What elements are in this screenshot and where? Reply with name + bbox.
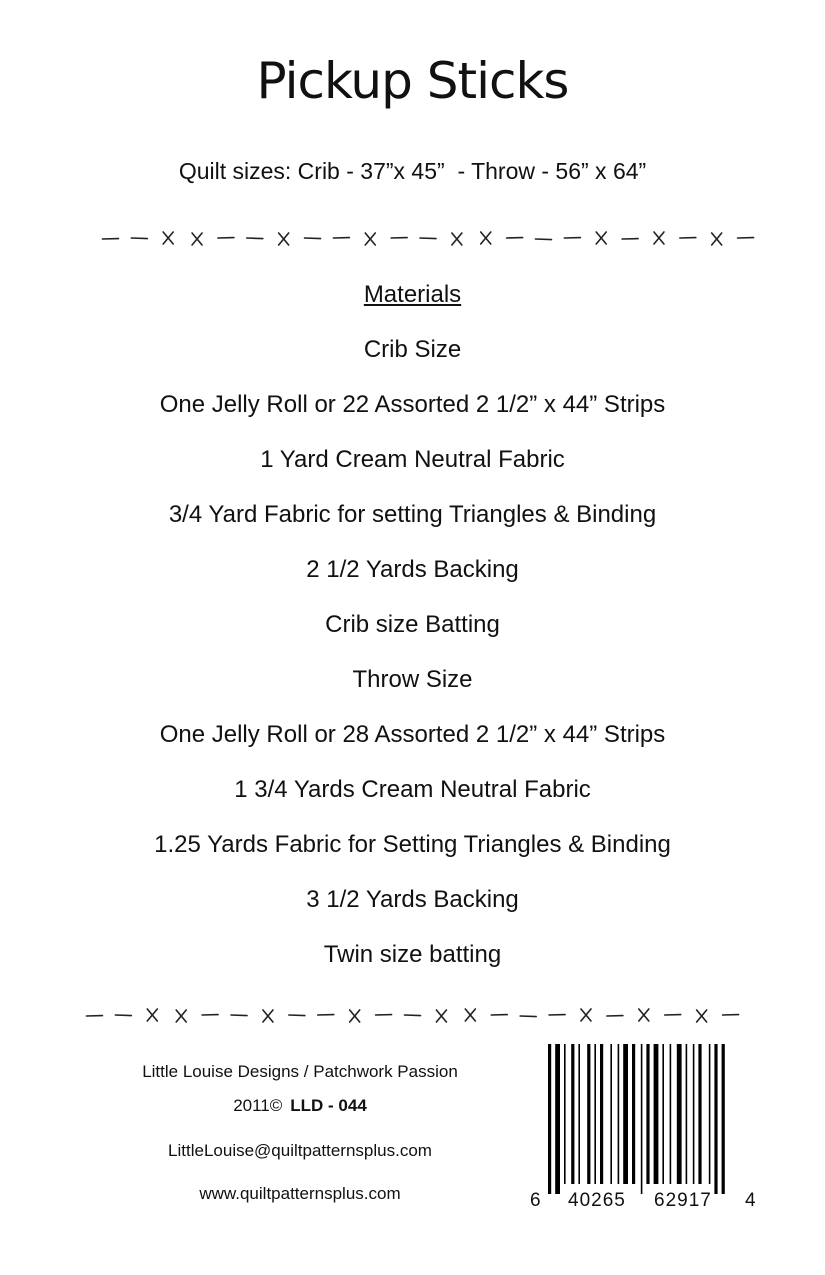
stitch-divider-top-graphic <box>0 226 825 250</box>
stitch-dash <box>289 1015 305 1016</box>
barcode-bar <box>618 1044 620 1184</box>
stitch-divider-bottom <box>0 1003 825 1027</box>
contact-email: LittleLouise@quiltpatternsplus.com <box>168 1141 432 1160</box>
barcode-right-group: 62917 <box>654 1190 712 1211</box>
barcode-bar <box>722 1044 725 1194</box>
barcode-bar <box>623 1044 628 1184</box>
barcode-bar <box>646 1044 649 1184</box>
barcode-last-digit: 4 <box>745 1190 756 1211</box>
stitch-dash <box>520 1016 536 1017</box>
barcode-bar <box>670 1044 672 1184</box>
materials-line: Twin size batting <box>323 941 502 968</box>
barcode-bar <box>662 1044 664 1184</box>
stitch-divider-bottom-graphic <box>0 1003 825 1027</box>
stitch-dash <box>305 238 321 239</box>
materials-line: Crib size Batting <box>325 611 500 638</box>
pattern-code: LLD - 044 <box>290 1096 367 1115</box>
pattern-title: Pickup Sticks <box>256 52 569 110</box>
barcode-bar <box>686 1044 688 1184</box>
copyright-year: 2011© <box>233 1096 283 1115</box>
materials-heading: Materials <box>363 281 462 308</box>
barcode-bar <box>698 1044 701 1184</box>
materials-line: 3/4 Yard Fabric for setting Triangles & Binding <box>168 501 657 528</box>
stitch-dash <box>535 239 551 240</box>
stitch-dash <box>131 238 147 239</box>
barcode-bar <box>641 1044 643 1194</box>
materials-line: 1.25 Yards Fabric for Setting Triangles & Binding <box>154 831 671 858</box>
website-url: www.quiltpatternsplus.com <box>199 1184 401 1203</box>
stitch-dash <box>231 1015 247 1016</box>
materials-list <box>0 280 825 995</box>
barcode-first-digit: 6 <box>530 1190 541 1211</box>
stitch-divider-top <box>0 226 825 250</box>
barcode-bar <box>564 1044 566 1184</box>
barcode-bar <box>587 1044 590 1184</box>
stitch-dash <box>405 1015 421 1016</box>
materials-line: 3 1/2 Yards Backing <box>306 886 519 913</box>
materials-line: 1 3/4 Yards Cream Neutral Fabric <box>234 776 591 803</box>
stitch-dash <box>115 1015 131 1016</box>
barcode-left-group: 40265 <box>568 1190 626 1211</box>
copyright-line <box>100 1096 500 1116</box>
barcode-bar <box>709 1044 711 1184</box>
materials-line: One Jelly Roll or 22 Assorted 2 1/2” x 44” Strips <box>159 391 666 418</box>
barcode-bar <box>632 1044 635 1184</box>
barcode-bars <box>530 1040 760 1225</box>
upc-barcode <box>530 1040 760 1225</box>
barcode-bar <box>555 1044 560 1194</box>
barcode-bar <box>677 1044 682 1184</box>
barcode-bar <box>578 1044 580 1184</box>
materials-line: Crib Size <box>363 336 462 363</box>
barcode-bar <box>548 1044 551 1194</box>
quilt-sizes: Quilt sizes: Crib - 37”x 45” - Throw - 56” x 64” <box>178 158 647 184</box>
materials-line: 2 1/2 Yards Backing <box>306 556 519 583</box>
barcode-bar <box>610 1044 612 1184</box>
barcode-bar <box>654 1044 659 1184</box>
barcode-bar <box>693 1044 695 1184</box>
materials-line: Throw Size <box>352 666 473 693</box>
company-name: Little Louise Designs / Patchwork Passion <box>142 1062 458 1081</box>
barcode-bar <box>594 1044 596 1184</box>
materials-line: 1 Yard Cream Neutral Fabric <box>260 446 565 473</box>
stitch-dash <box>247 238 263 239</box>
barcode-bar <box>714 1044 717 1194</box>
barcode-bar <box>571 1044 574 1184</box>
materials-line: One Jelly Roll or 28 Assorted 2 1/2” x 44” Strips <box>159 721 666 748</box>
barcode-bar <box>600 1044 603 1184</box>
stitch-dash <box>420 238 436 239</box>
